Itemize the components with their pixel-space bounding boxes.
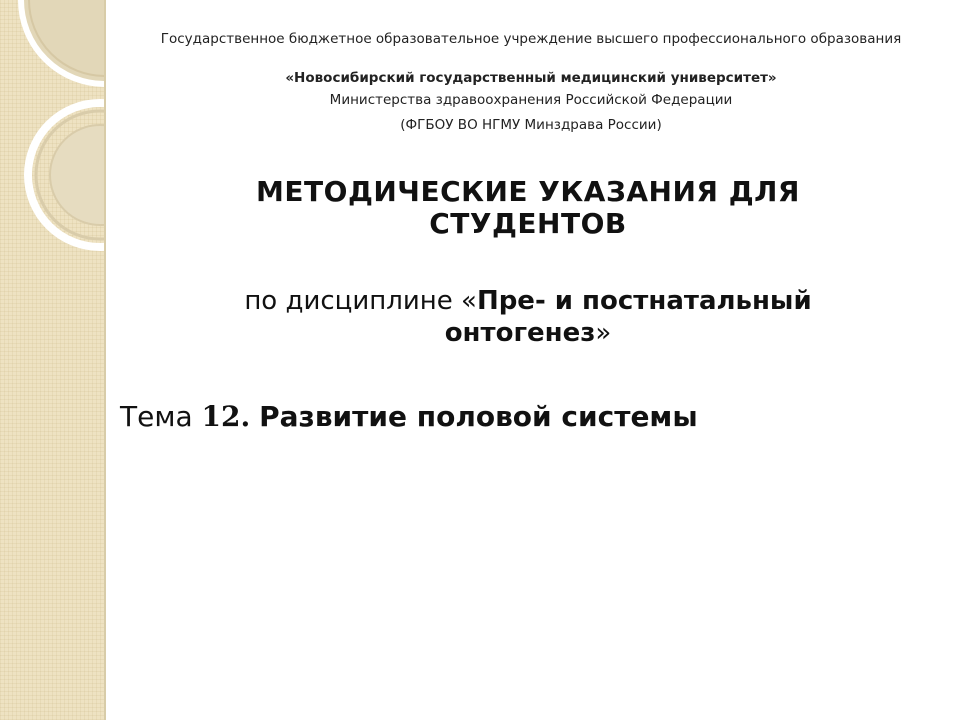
decorative-rings-icon [0, 0, 104, 720]
university-name: «Новосибирский государственный медицинский университет» [285, 70, 777, 86]
discipline-suffix: » [595, 318, 612, 348]
discipline-name: Пре- и постнатальный онтогенез [444, 286, 812, 348]
page-title: МЕТОДИЧЕСКИЕ УКАЗАНИЯ ДЛЯ СТУДЕНТОВ [256, 175, 800, 240]
institution-abbreviation: (ФГБОУ ВО НГМУ Минздрава России) [400, 117, 662, 133]
slide-content [106, 0, 960, 720]
institution-type: Государственное бюджетное образовательное учреждение высшего профессионального образования [160, 31, 902, 47]
topic-line [120, 400, 920, 434]
decorative-side-band [0, 0, 106, 720]
ministry-name: Министерства здравоохранения Российской Федерации [329, 92, 733, 108]
topic-prefix: Тема [120, 400, 202, 433]
topic-name: Развитие половой системы [259, 400, 698, 433]
topic-number: 12. [201, 400, 251, 433]
discipline-line [166, 285, 890, 349]
discipline-prefix: по дисциплине « [244, 286, 477, 316]
